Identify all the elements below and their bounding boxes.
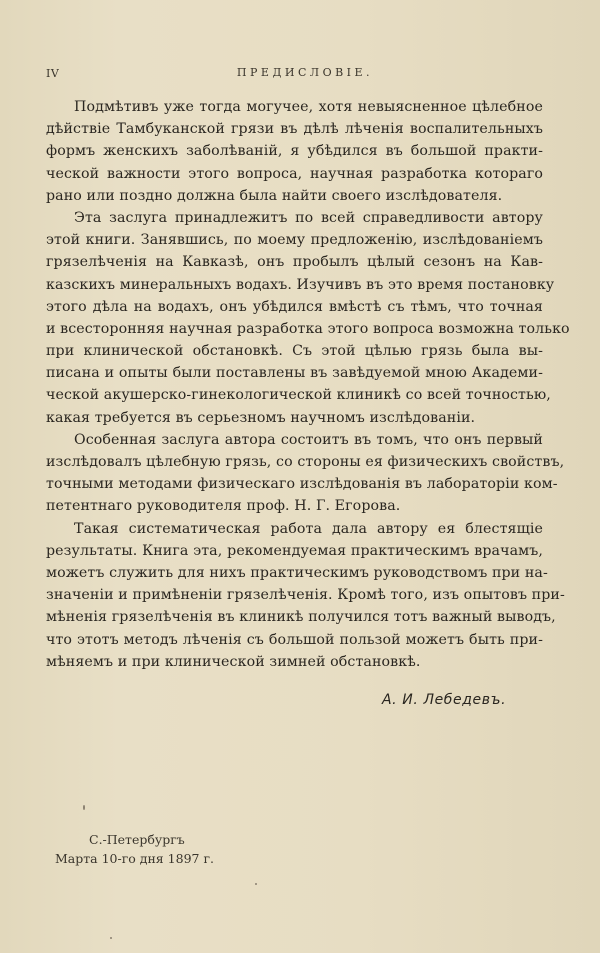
running-head: ПРЕДИСЛОВІЕ.	[236, 66, 374, 79]
paper-speck	[110, 937, 112, 939]
paragraph-2	[46, 207, 570, 429]
text-line: и всесторонняя научная разработка этого вопроса возможна только	[46, 320, 570, 337]
paragraph-3	[46, 429, 565, 518]
text-line: точными методами физическаго изслѣдованія въ лабораторіи ком-	[46, 476, 558, 493]
page-number: IV	[46, 67, 60, 80]
text-line: можетъ служить для нихъ практическимъ руководствомъ при на-	[46, 564, 548, 581]
author-signature: А. И. Лебедевъ.	[382, 692, 507, 708]
text-line: изслѣдовалъ цѣлебную грязь, со стороны ея физическихъ свойствъ,	[46, 454, 565, 470]
date: Марта 10-го дня 1897 г.	[55, 851, 214, 866]
text-line: этой книги. Занявшись, по моему предложенію, изслѣдованіемъ	[46, 232, 543, 249]
text-line: казскихъ минеральныхъ водахъ. Изучивъ въ это время постановку	[46, 276, 555, 293]
text-line: формъ женскихъ заболѣваній, я убѣдился въ большой практи-	[46, 143, 543, 160]
text-line: Эта заслуга принадлежитъ по всей справедливости автору	[74, 209, 543, 226]
text-line: при клинической обстановкѣ. Съ этой цѣлью грязь была вы-	[46, 343, 543, 360]
text-line: грязелѣченія на Кавказѣ, онъ пробылъ цѣлый сезонъ на Кав-	[46, 254, 543, 271]
text-line: этого дѣла на водахъ, онъ убѣдился вмѣстѣ съ тѣмъ, что точная	[46, 298, 543, 315]
text-line: результаты. Книга эта, рекомендуемая практическимъ врачамъ,	[46, 542, 543, 559]
place: С.-Петербургъ	[89, 832, 185, 847]
text-line: ческой акушерско-гинекологической клиникѣ со всей точностью,	[46, 387, 551, 404]
text-line: мѣняемъ и при клинической зимней обстановкѣ.	[46, 653, 421, 670]
paragraph-1	[46, 96, 543, 207]
text-line: Такая систематическая работа дала автору ея блестящіе	[74, 520, 543, 537]
preface-body	[46, 96, 570, 673]
text-line: ческой важности этого вопроса, научная разработка котораго	[46, 165, 543, 182]
paragraph-4	[46, 518, 565, 673]
text-line: Подмѣтивъ уже тогда могучее, хотя невыясненное цѣлебное	[74, 99, 543, 115]
place-and-date	[55, 830, 214, 868]
text-line: дѣйствіе Тамбуканской грязи въ дѣлѣ лѣченія воспалительныхъ	[46, 121, 543, 138]
text-line: петентнаго руководителя проф. Н. Г. Егорова.	[46, 498, 401, 515]
text-line: писана и опыты были поставлены въ завѣдуемой мною Академи-	[46, 365, 543, 382]
paper-speck	[83, 805, 85, 810]
text-line: мѣненія грязелѣченія въ клиникѣ получился тотъ важный выводъ,	[46, 609, 556, 626]
text-line: что этотъ методъ лѣченія съ большой пользой можетъ быть при-	[46, 631, 543, 648]
paper-speck	[255, 883, 257, 885]
text-line: какая требуется въ серьезномъ научномъ изслѣдованіи.	[46, 409, 476, 426]
text-line: рано или поздно должна была найти своего изслѣдователя.	[46, 187, 503, 204]
text-line: Особенная заслуга автора состоитъ въ томъ, что онъ первый	[74, 431, 543, 448]
text-line: значеніи и примѣненіи грязелѣченія. Кромѣ того, изъ опытовъ при-	[46, 587, 565, 604]
